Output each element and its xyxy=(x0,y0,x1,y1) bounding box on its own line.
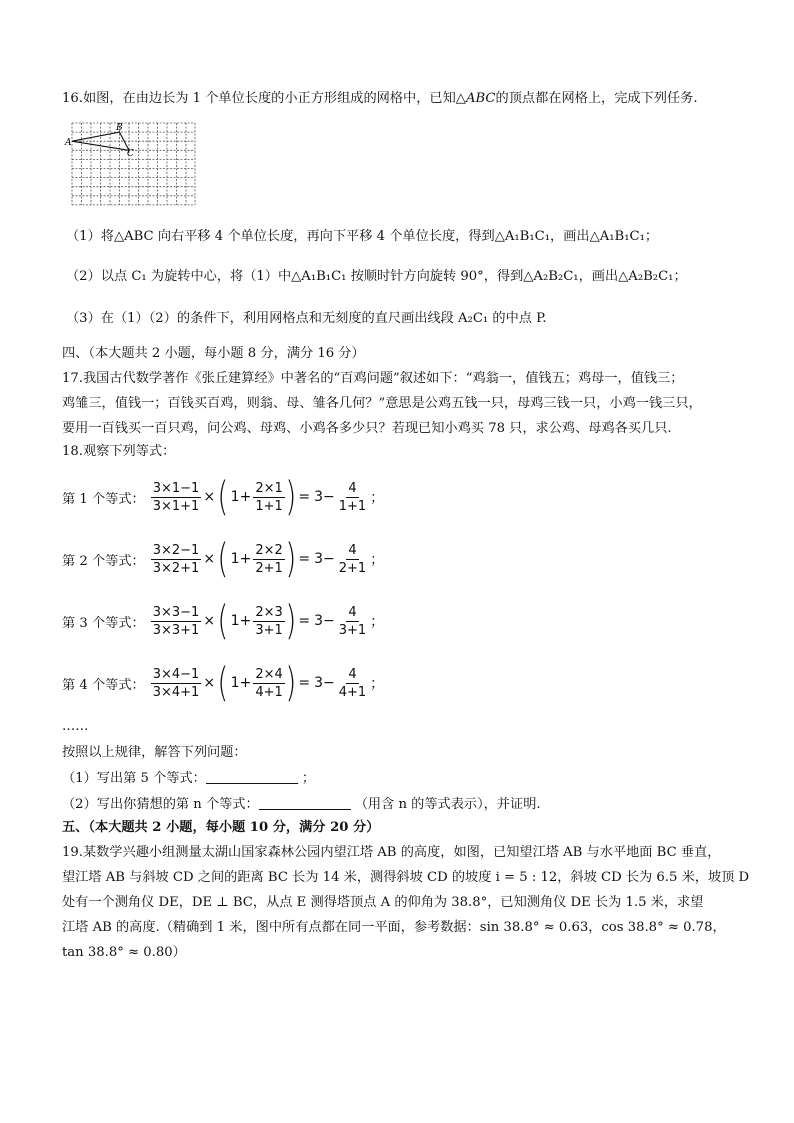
fraction-2 xyxy=(253,543,284,576)
denominator: 4+1 xyxy=(338,684,367,700)
answer-blank-1[interactable] xyxy=(206,769,298,784)
rhs-prefix: 3− xyxy=(314,675,335,691)
q18-part-1-end: ； xyxy=(301,771,316,786)
right-paren: ) xyxy=(285,660,297,706)
denominator: 3×4+1 xyxy=(152,684,200,700)
right-paren: ) xyxy=(285,598,297,644)
answer-blank-2[interactable] xyxy=(259,795,351,810)
numerator: 4 xyxy=(348,666,357,682)
fraction-2 xyxy=(253,605,284,638)
vertex-label-b: B xyxy=(116,123,123,133)
fraction-2 xyxy=(253,481,284,514)
fraction-3 xyxy=(337,481,368,514)
equation-label: 第 2 个等式： xyxy=(62,553,145,569)
denominator: 2+1 xyxy=(338,560,367,576)
section-5-heading: 五、（本大题共 2 小题，每小题 10 分，满分 20 分） xyxy=(62,820,380,835)
times-sign: × xyxy=(203,489,216,505)
q16-task-2: （2）以点 C₁ 为旋转中心，将（1）中△A₁B₁C₁ 按顺时针方向旋转 90°，得到△A₂B₂C₁，画出△A₂B₂C₁； xyxy=(66,269,687,284)
q18-equation-3 xyxy=(62,595,386,647)
section-4-heading: 四、（本大题共 2 小题，每小题 8 分，满分 16 分） xyxy=(62,346,365,361)
denominator: 3×1+1 xyxy=(152,498,200,514)
equation-label: 第 1 个等式： xyxy=(62,491,145,507)
fraction-2 xyxy=(253,667,284,700)
q18-equation-2 xyxy=(62,533,386,585)
q19-line-3: 处有一个测角仪 DE，DE ⊥ BC，从点 E 测得塔顶点 A 的仰角为 38.8°，已知测角仪 DE 长为 1.5 米，求望 xyxy=(62,895,704,910)
q16-triangle-name: ABC xyxy=(465,91,496,106)
numerator: 2×4 xyxy=(255,666,283,682)
q18-ellipsis: …… xyxy=(62,719,89,734)
fraction-1 xyxy=(151,481,202,514)
equals-sign: = xyxy=(298,675,311,691)
equation-end: ； xyxy=(370,676,385,692)
equation-label: 第 4 个等式： xyxy=(62,677,145,693)
equation-end: ； xyxy=(370,552,385,568)
q18-equation-4 xyxy=(62,657,386,709)
denominator: 3×3+1 xyxy=(152,622,200,638)
denominator: 2+1 xyxy=(255,560,283,576)
denominator: 1+1 xyxy=(338,498,367,514)
rhs-prefix: 3− xyxy=(314,551,335,567)
q18-part-2-text: （2）写出你猜想的第 n 个等式： xyxy=(62,797,259,812)
denominator: 3+1 xyxy=(338,622,367,638)
numerator: 2×3 xyxy=(255,604,283,620)
q17-line-1: 17.我国古代数学著作《张丘建算经》中著名的“百鸡问题”叙述如下：“鸡翁一，值钱五；鸡母一，值钱三； xyxy=(62,371,684,386)
denominator: 3+1 xyxy=(255,622,283,638)
q16-grid-figure xyxy=(62,118,202,208)
fraction-1 xyxy=(151,605,202,638)
equation-end: ； xyxy=(370,614,385,630)
equation-label: 第 3 个等式： xyxy=(62,615,145,631)
q18-title: 18.观察下列等式： xyxy=(62,444,176,459)
equation-end: ； xyxy=(370,490,385,506)
q16-task-1: （1）将△ABC 向右平移 4 个单位长度，再向下平移 4 个单位长度，得到△A₁B₁C₁，画出△A₁B₁C₁； xyxy=(66,229,659,244)
q17-line-3: 要用一百钱买一百只鸡，问公鸡、母鸡、小鸡各多少只？若现已知小鸡买 78 只，求公鸡、母鸡各买几只. xyxy=(62,421,672,436)
denominator: 4+1 xyxy=(255,684,283,700)
fraction-3 xyxy=(337,605,368,638)
q16-stem-a: 16.如图，在由边长为 1 个单位长度的小正方形组成的网格中，已知△ xyxy=(62,91,466,106)
q18-part-2-end: （用含 n 的等式表示），并证明. xyxy=(354,797,541,812)
q16-stem-b: 的顶点都在网格上，完成下列任务. xyxy=(495,91,698,106)
q19-line-1: 19.某数学兴趣小组测量太湖山国家森林公园内望江塔 AB 的高度，如图，已知望江塔 AB 与水平地面 BC 垂直， xyxy=(62,845,721,860)
q18-intro: 按照以上规律，解答下列问题： xyxy=(62,745,247,760)
one-plus: 1+ xyxy=(230,489,252,505)
q18-part-1-text: （1）写出第 5 个等式： xyxy=(62,771,206,786)
q16-stem xyxy=(62,90,698,108)
left-paren: ( xyxy=(217,536,229,582)
numerator: 3×2−1 xyxy=(152,542,200,558)
denominator: 1+1 xyxy=(255,498,283,514)
left-paren: ( xyxy=(217,598,229,644)
numerator: 2×1 xyxy=(255,480,283,496)
times-sign: × xyxy=(203,675,216,691)
numerator: 3×3−1 xyxy=(152,604,200,620)
vertex-label-c: C xyxy=(127,149,134,159)
q17-line-2: 鸡雏三，值钱一；百钱买百鸡，则翁、母、雏各几何？”意思是公鸡五钱一只，母鸡三钱一只，小鸡一钱三只， xyxy=(62,396,702,411)
equals-sign: = xyxy=(298,489,311,505)
right-paren: ) xyxy=(285,536,297,582)
fraction-1 xyxy=(151,543,202,576)
times-sign: × xyxy=(203,551,216,567)
denominator: 3×2+1 xyxy=(152,560,200,576)
equals-sign: = xyxy=(298,613,311,629)
times-sign: × xyxy=(203,613,216,629)
fraction-3 xyxy=(337,667,368,700)
one-plus: 1+ xyxy=(230,551,252,567)
fraction-3 xyxy=(337,543,368,576)
left-paren: ( xyxy=(217,474,229,520)
one-plus: 1+ xyxy=(230,613,252,629)
numerator: 4 xyxy=(348,542,357,558)
q16-task-3: （3）在（1）（2）的条件下，利用网格点和无刻度的直尺画出线段 A₂C₁ 的中点 P. xyxy=(66,311,547,326)
q18-equation-1 xyxy=(62,471,386,523)
q19-line-5: tan 38.8° ≈ 0.80） xyxy=(62,945,186,960)
numerator: 4 xyxy=(348,604,357,620)
rhs-prefix: 3− xyxy=(314,489,335,505)
q18-part-2 xyxy=(62,795,541,814)
rhs-prefix: 3− xyxy=(314,613,335,629)
numerator: 3×1−1 xyxy=(152,480,200,496)
numerator: 2×2 xyxy=(255,542,283,558)
right-paren: ) xyxy=(285,474,297,520)
q19-line-4: 江塔 AB 的高度.（精确到 1 米，图中所有点都在同一平面，参考数据：sin 38.8° ≈ 0.63，cos 38.8° ≈ 0.78， xyxy=(62,920,726,935)
fraction-1 xyxy=(151,667,202,700)
numerator: 3×4−1 xyxy=(152,666,200,682)
equals-sign: = xyxy=(298,551,311,567)
vertex-label-a: A xyxy=(65,138,72,148)
grid-lines xyxy=(72,123,195,205)
left-paren: ( xyxy=(217,660,229,706)
numerator: 4 xyxy=(348,480,357,496)
q18-part-1 xyxy=(62,769,315,788)
one-plus: 1+ xyxy=(230,675,252,691)
q19-line-2: 望江塔 AB 与斜坡 CD 之间的距离 BC 长为 14 米，测得斜坡 CD 的坡度 i = 5 : 12，斜坡 CD 长为 6.5 米，坡顶 D xyxy=(62,870,750,885)
